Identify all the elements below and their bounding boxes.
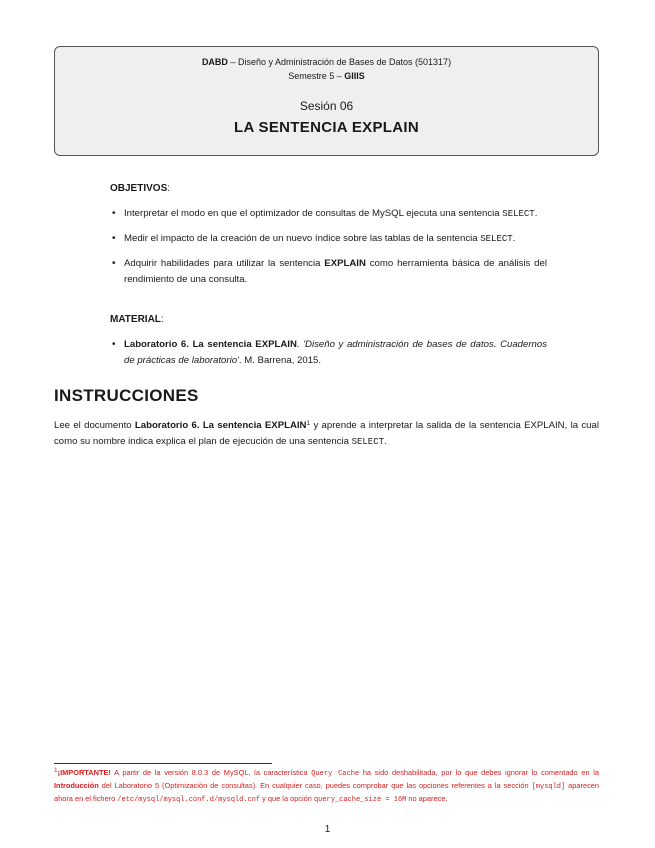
footnote bbox=[54, 767, 599, 806]
material-author: . M. Barrena, 2015. bbox=[238, 355, 322, 366]
course-name: – Diseño y Administración de Bases de Datos (501317) bbox=[227, 57, 452, 67]
instructions-end: . bbox=[384, 436, 387, 447]
material-list bbox=[110, 337, 547, 378]
list-item bbox=[110, 206, 547, 222]
footnote-code: /etc/mysql/mysql.conf.d/mysqld.cnf bbox=[117, 796, 261, 804]
footnote-divider bbox=[54, 763, 272, 764]
session-label: Sesión 06 bbox=[299, 99, 354, 113]
semester-line bbox=[55, 71, 598, 81]
material-sep: . bbox=[296, 339, 304, 350]
material-title: Laboratorio 6. La sentencia EXPLAIN bbox=[124, 339, 297, 350]
list-item bbox=[110, 337, 547, 369]
instructions-doc: Laboratorio 6. La sentencia EXPLAIN bbox=[134, 420, 307, 431]
instructions-heading: INSTRUCCIONES bbox=[54, 386, 199, 405]
header-box bbox=[54, 46, 599, 156]
instructions-pre: Lee el documento bbox=[54, 420, 135, 431]
course-code: DABD bbox=[201, 57, 228, 67]
footnote-bold: Introducción bbox=[54, 781, 99, 790]
course-line bbox=[55, 57, 598, 67]
footnote-text: y que la opción bbox=[260, 794, 314, 803]
objective-1-end: . bbox=[534, 208, 538, 219]
material-label-text: MATERIAL bbox=[110, 314, 161, 325]
objective-3-end: como herramienta básica de análisis del rendimiento de una consulta. bbox=[124, 258, 547, 285]
footnote-code: query_cache_size = 16M bbox=[313, 796, 407, 804]
objectives-label-text: OBJETIVOS bbox=[110, 183, 168, 194]
objective-3-bold: EXPLAIN bbox=[324, 258, 366, 269]
footnote-text: ha sido deshabilitada, por lo que debes ignorar lo comentado en la bbox=[359, 768, 600, 777]
material-source: 'Diseño y administración de bases de datos. Cuadernos de prácticas de laboratorio' bbox=[124, 339, 548, 366]
footnote-ref[interactable]: 1 bbox=[306, 420, 311, 427]
objective-1-code: SELECT bbox=[502, 209, 535, 219]
footnote-code: [mysqld] bbox=[531, 783, 566, 791]
objective-2-end: . bbox=[512, 233, 516, 244]
objectives-colon: : bbox=[167, 183, 171, 194]
page-title: LA SENTENCIA EXPLAIN bbox=[234, 119, 419, 136]
instructions-mid: y aprende a interpretar la salida de la sentencia EXPLAIN, la cual como su nombre indica explica el plan de ejecución de una sentencia bbox=[54, 420, 599, 447]
semester-label: Semestre 5 – bbox=[288, 71, 345, 81]
footnote-text: A partir de la versión 8.0.3 de MySQL, la característica bbox=[110, 768, 312, 777]
list-item bbox=[110, 231, 547, 247]
page-number: 1 bbox=[324, 824, 331, 835]
footnote-text: no aparece. bbox=[406, 794, 448, 803]
objectives-label bbox=[110, 183, 170, 194]
instructions-body bbox=[54, 418, 599, 450]
footnote-text: del Laboratorio 5 (Optimización de consultas). En cualquier caso, puedes comprobar que las opciones referentes a la sección bbox=[98, 781, 532, 790]
material-colon: : bbox=[160, 314, 164, 325]
objective-2-text: Medir el impacto de la creación de un nuevo índice sobre las tablas de la sentencia bbox=[124, 233, 481, 244]
instructions-code: SELECT bbox=[351, 437, 384, 447]
footnote-number: 1 bbox=[54, 767, 58, 774]
objective-3-text: Adquirir habilidades para utilizar la sentencia bbox=[124, 258, 325, 269]
degree-code: GIIIS bbox=[344, 71, 365, 81]
footnote-code: Query Cache bbox=[311, 770, 360, 778]
list-item bbox=[110, 256, 547, 288]
material-label bbox=[110, 314, 164, 325]
footnote-text: aparecen ahora en el fichero bbox=[54, 781, 599, 803]
footnote-important: ¡IMPORTANTE! bbox=[57, 768, 111, 777]
objective-1-text: Interpretar el modo en que el optimizador de consultas de MySQL ejecuta una sentencia bbox=[124, 208, 503, 219]
objective-2-code: SELECT bbox=[480, 234, 513, 244]
objectives-list bbox=[110, 206, 547, 297]
